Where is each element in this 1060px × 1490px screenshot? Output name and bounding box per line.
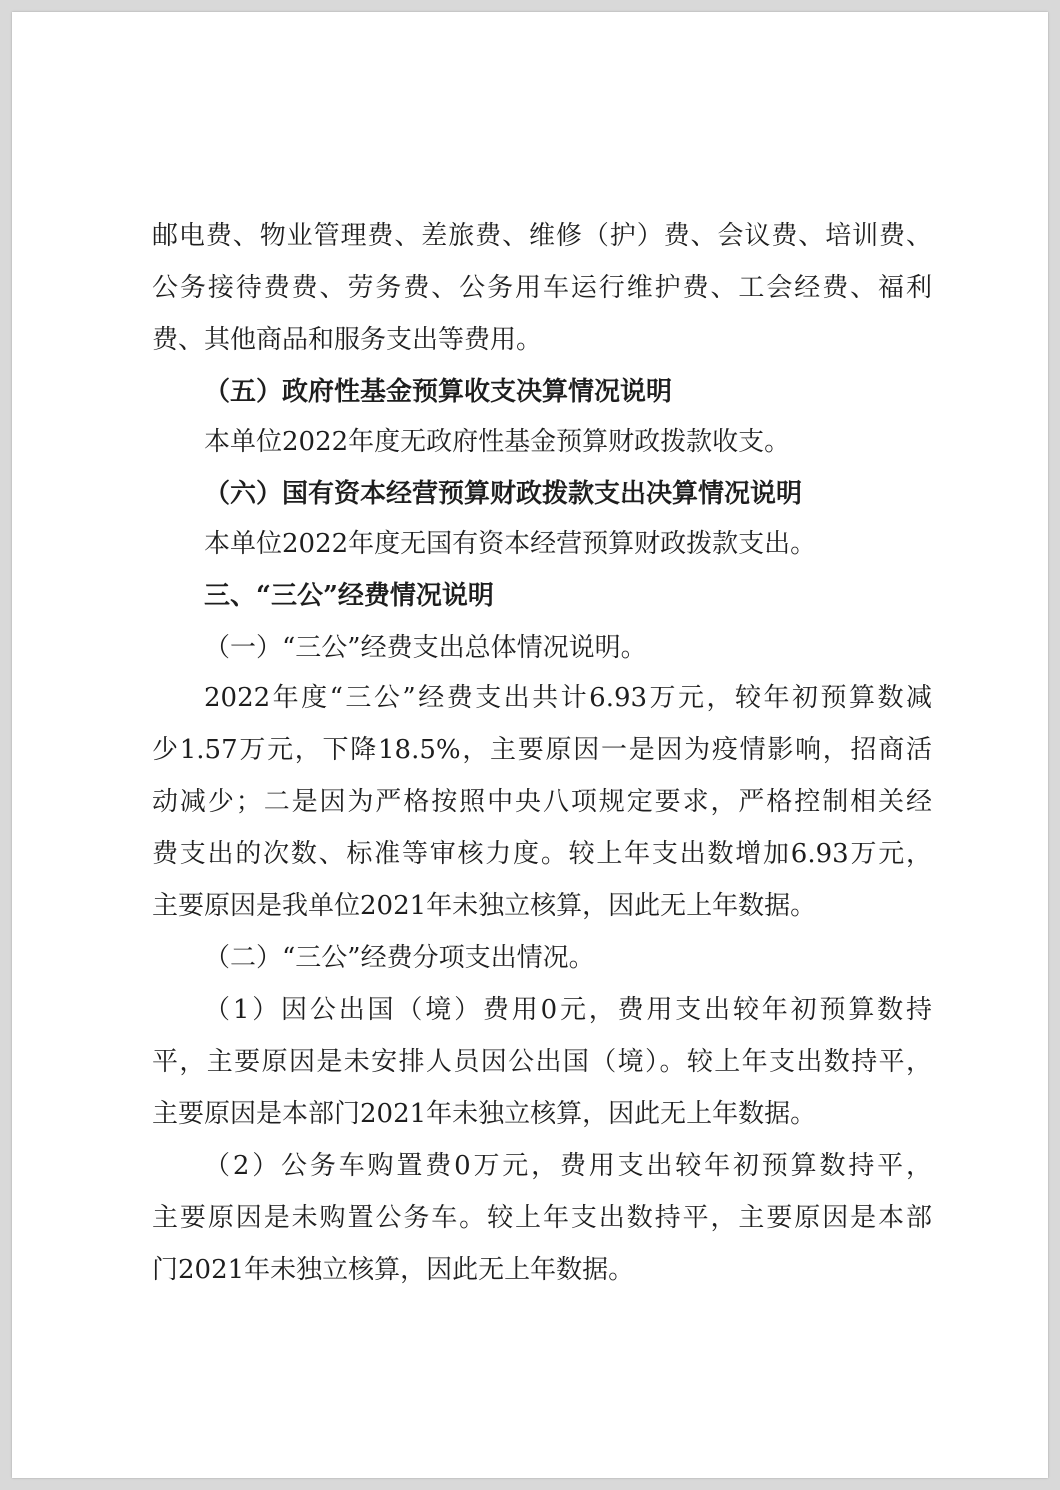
section-heading: （六）国有资本经营预算财政拨款支出决算情况说明 <box>204 479 803 509</box>
subsection-heading: （一）“三公”经费支出总体情况说明。 <box>204 633 647 663</box>
subsection-heading: （二）“三公”经费分项支出情况。 <box>204 943 595 973</box>
paragraph-line: 2022年度“三公”经费支出共计6.93万元，较年初预算数减 <box>204 683 932 713</box>
paragraph-line: （1）因公出国（境）费用0元，费用支出较年初预算数持 <box>204 995 932 1025</box>
section-heading: 三、“三公”经费情况说明 <box>204 581 494 611</box>
paragraph-line: 平，主要原因是未安排人员因公出国（境）。较上年支出数持平， <box>152 1047 932 1077</box>
document-page <box>12 12 1048 1478</box>
paragraph-line: 少1.57万元，下降18.5%，主要原因一是因为疫情影响，招商活 <box>152 735 932 765</box>
paragraph-line: 邮电费、物业管理费、差旅费、维修（护）费、会议费、培训费、 <box>152 221 932 251</box>
paragraph-line: 主要原因是本部门2021年未独立核算，因此无上年数据。 <box>152 1099 817 1129</box>
paragraph-line: 费、其他商品和服务支出等费用。 <box>152 325 543 355</box>
paragraph-line: 门2021年未独立核算，因此无上年数据。 <box>152 1255 635 1285</box>
paragraph-line: 主要原因是我单位2021年未独立核算，因此无上年数据。 <box>152 891 817 921</box>
section-heading: （五）政府性基金预算收支决算情况说明 <box>204 377 673 407</box>
paragraph-line: 公务接待费费、劳务费、公务用车运行维护费、工会经费、福利 <box>152 273 932 303</box>
paragraph-line: 主要原因是未购置公务车。较上年支出数持平，主要原因是本部 <box>152 1203 932 1233</box>
paragraph-line: （2）公务车购置费0万元，费用支出较年初预算数持平， <box>204 1151 932 1181</box>
paragraph-line: 本单位2022年度无政府性基金预算财政拨款收支。 <box>204 427 791 457</box>
paragraph-line: 费支出的次数、标准等审核力度。较上年支出数增加6.93万元， <box>152 839 932 869</box>
paragraph-line: 本单位2022年度无国有资本经营预算财政拨款支出。 <box>204 529 817 559</box>
paragraph-line: 动减少；二是因为严格按照中央八项规定要求，严格控制相关经 <box>152 787 932 817</box>
